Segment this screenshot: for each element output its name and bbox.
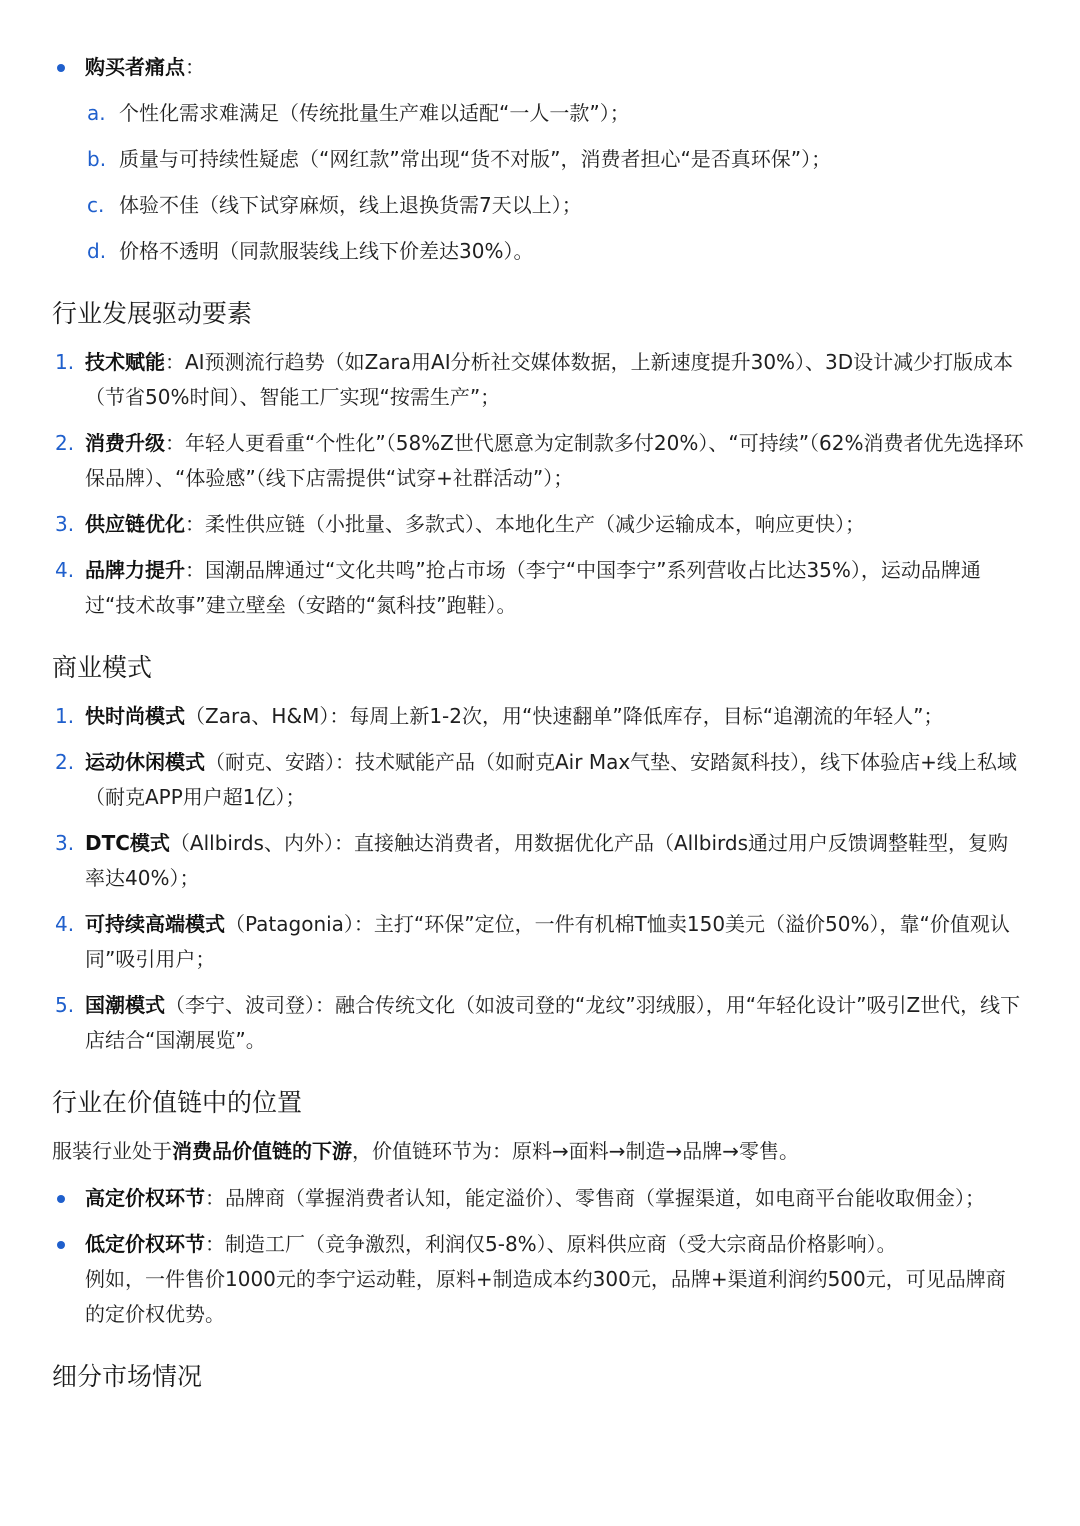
list-marker: d. [87,239,107,263]
item-text: （Patagonia）：主打“环保”定位，一件有机棉T恤卖150美元（溢价50%），靠“价值观认同”吸引用户； [85,912,1010,971]
item-label: 国潮模式 [85,993,165,1017]
list-item [52,553,1025,623]
item-label: 技术赋能 [85,350,165,374]
item-text: （李宁、波司登）：融合传统文化（如波司登的“龙纹”羽绒服），用“年轻化设计”吸引Z世代，线下店结合“国潮展览”。 [85,993,1021,1052]
item-text: ：AI预测流行趋势（如Zara用AI分析社交媒体数据，上新速度提升30%）、3D设计减少打版成本（节省50%时间）、智能工厂实现“按需生产”； [85,350,1014,409]
list-marker: c. [87,193,105,217]
list-marker: b. [87,147,107,171]
bullet-dot-icon [57,1195,65,1203]
list-number: 2. [55,750,75,774]
list-item [85,142,1025,177]
item-label: 购买者痛点 [85,55,185,79]
item-text: 体验不佳（线下试穿麻烦，线上退换货需7天以上）； [119,193,582,217]
list-item [52,50,1025,269]
item-extra: 例如，一件售价1000元的李宁运动鞋，原料+制造成本约300元，品牌+渠道利润约500元，可见品牌商的定价权优势。 [85,1267,1006,1326]
item-text: ：年轻人更看重“个性化”（58%Z世代愿意为定制款多付20%）、“可持续”（62%消费者优先选择环保品牌）、“体验感”（线下店需提供“试穿+社群活动”）； [85,431,1024,490]
list-item [52,826,1025,896]
list-item [52,345,1025,415]
item-text: ：柔性供应链（小批量、多款式）、本地化生产（减少运输成本，响应更快）； [185,512,865,536]
list-item [52,988,1025,1058]
list-number: 3. [55,831,75,855]
list-item [85,96,1025,131]
section-heading-value-chain: 行业在价值链中的位置 [52,1088,303,1117]
item-label: 快时尚模式 [85,704,185,728]
section-heading-drivers: 行业发展驱动要素 [52,299,253,328]
list-number: 4. [55,558,75,582]
pain-points-sublist [85,96,1025,269]
value-chain-list [52,1181,1025,1332]
list-marker: a. [87,101,106,125]
item-label: 高定价权环节 [85,1186,205,1210]
list-number: 1. [55,704,75,728]
item-label: 品牌力提升 [85,558,185,582]
list-number: 5. [55,993,75,1017]
item-label: 运动休闲模式 [85,750,205,774]
list-item [52,426,1025,496]
item-label: 低定价权环节 [85,1232,205,1256]
item-text: 价格不透明（同款服装线上线下价差达30%）。 [119,239,534,263]
drivers-list [52,345,1025,623]
intro-post: ，价值链环节为：原料→面料→制造→品牌→零售。 [352,1139,800,1163]
list-item [85,234,1025,269]
item-text: （Zara、H&M）：每周上新1-2次，用“快速翻单”降低库存，目标“追潮流的年轻人”； [185,704,944,728]
list-item [52,745,1025,815]
intro-pre: 服装行业处于 [52,1139,172,1163]
intro-bold: 消费品价值链的下游 [172,1139,352,1163]
list-item [52,1181,1025,1216]
business-models-list [52,699,1025,1058]
item-text: 个性化需求难满足（传统批量生产难以适配“一人一款”）； [119,101,630,125]
list-item [52,699,1025,734]
item-text: （耐克、安踏）：技术赋能产品（如耐克Air Max气垫、安踏氮科技），线下体验店+线上私域（耐克APP用户超1亿）； [85,750,1017,809]
item-label: 供应链优化 [85,512,185,536]
section-heading-business-models: 商业模式 [52,653,153,682]
list-item [52,907,1025,977]
list-number: 1. [55,350,75,374]
list-number: 2. [55,431,75,455]
list-number: 4. [55,912,75,936]
item-text: ：品牌商（掌握消费者认知，能定溢价）、零售商（掌握渠道，如电商平台能收取佣金）； [205,1186,985,1210]
pain-points-list [52,50,1025,269]
item-text: ：制造工厂（竞争激烈，利润仅5-8%）、原料供应商（受大宗商品价格影响）。 [205,1232,897,1256]
bullet-dot-icon [57,64,65,72]
item-label: 可持续高端模式 [85,912,225,936]
item-text: 质量与可持续性疑虑（“网红款”常出现“货不对版”，消费者担心“是否真环保”）； [119,147,832,171]
item-colon: ： [185,55,205,79]
list-number: 3. [55,512,75,536]
value-chain-intro [52,1134,1025,1169]
section-heading-segments: 细分市场情况 [52,1362,203,1391]
list-item [52,507,1025,542]
item-text: ：国潮品牌通过“文化共鸣”抢占市场（李宁“中国李宁”系列营收占比达35%），运动品牌通过“技术故事”建立壁垒（安踏的“氮科技”跑鞋）。 [85,558,981,617]
item-label: 消费升级 [85,431,165,455]
bullet-dot-icon [57,1241,65,1249]
item-text: （Allbirds、内外）：直接触达消费者，用数据优化产品（Allbirds通过用户反馈调整鞋型，复购率达40%）； [85,831,1008,890]
list-item [85,188,1025,223]
list-item [52,1227,1025,1332]
item-label: DTC模式 [85,831,170,855]
